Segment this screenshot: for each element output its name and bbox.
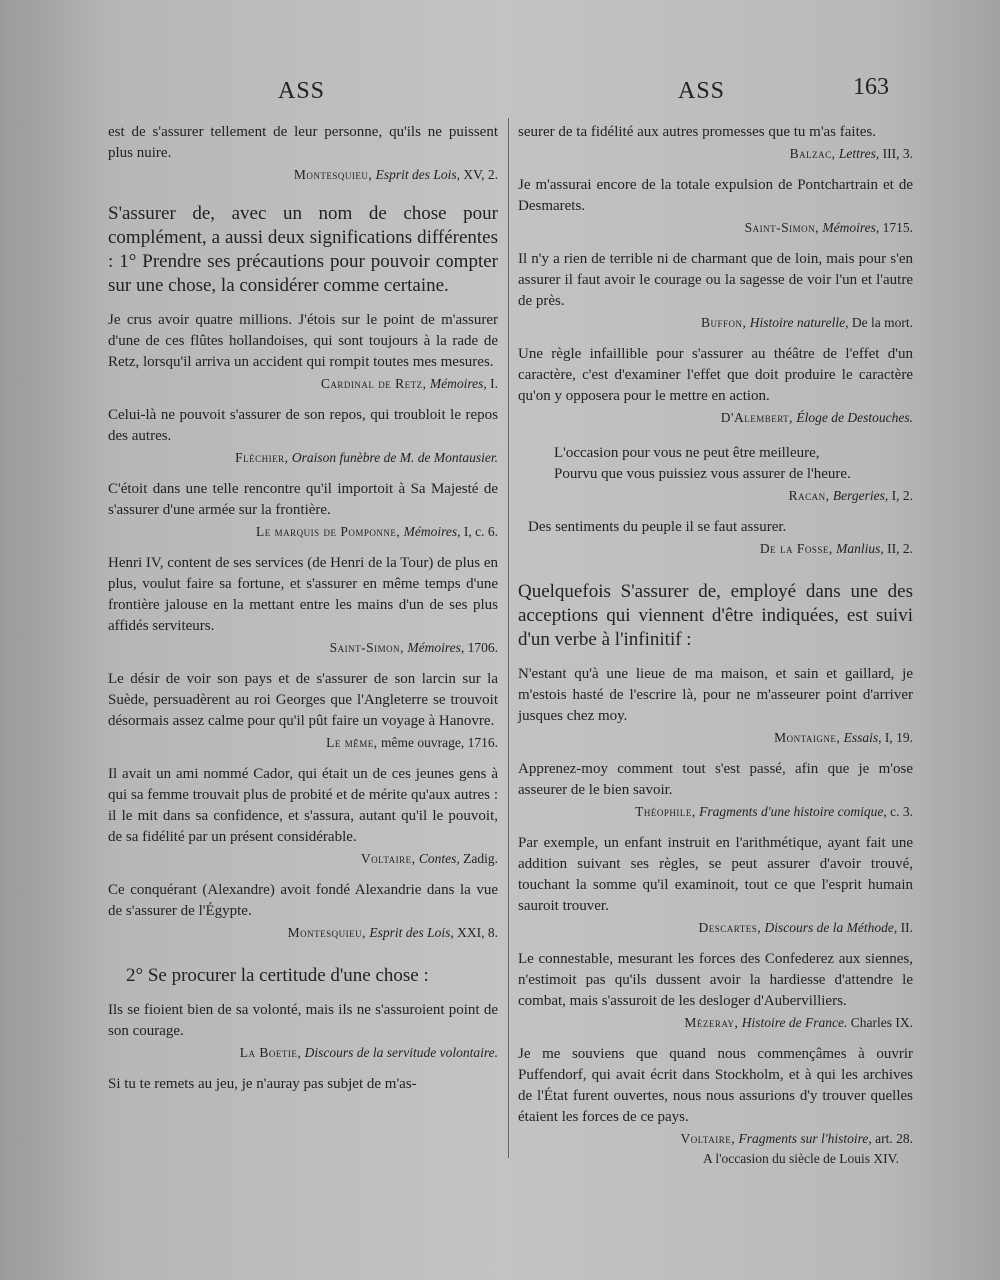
quotation: Je m'assurai encore de la totale expulsion de Pontchartrain et de Desmarets. (518, 177, 913, 214)
quotation: Apprenez-moy comment tout s'est passé, afin que je m'ose asseurer de le bien savoir. (518, 761, 913, 798)
quotation: Le désir de voir son pays et de s'assurer de son larcin sur la Suède, persuadèrent au roi Georges que l'Angleterre se trouvoit désormais assez calme pour qu'il pût faire un voyage à Hanovre. (108, 671, 498, 729)
quotation: N'estant qu'à une lieue de ma maison, et sain et gaillard, je m'estois hasté de l'escrire là, pour ne m'asseurer point d'arriver jusques chez moy. (518, 666, 913, 724)
column-divider (508, 118, 509, 1158)
running-head-left: ASS (278, 78, 326, 104)
quotation: Ce conquérant (Alexandre) avoit fondé Alexandrie dans la vue de s'assurer de l'Égypte. (108, 882, 498, 919)
quotation: Je me souviens que quand nous commençâmes à ouvrir Puffendorf, qui avait écrit dans Stockholm, et à qui les archives de l'État furent ouvertes, nous nous assurions d'y trouver quelles étaient les forces de ce pays. (518, 1046, 913, 1125)
quotation: Celui-là ne pouvoit s'assurer de son repos, qui troubloit le repos des autres. (108, 407, 498, 444)
citation: Saint-Simon, Mémoires, 1715. (744, 220, 913, 235)
verse-line: L'occasion pour vous ne peut être meilleure, (554, 445, 820, 461)
citation: Voltaire, Fragments sur l'histoire, art. 28. (680, 1131, 913, 1146)
quotation: Je crus avoir quatre millions. J'étois sur le point de m'assurer d'une de ces flûtes hollandoises, qui sont toujours à la rade de Retz, lorsqu'il arriva un accident qui rompit toutes mes mesures. (108, 312, 498, 370)
quotation: Le connestable, mesurant les forces des Confederez aux siennes, n'estimoit pas qu'ils dussent avoir la hardiesse d'attendre le combat, mais s'assuroit de les desloger d'Aubervilliers. (518, 951, 913, 1009)
citation: Montesquieu, Esprit des Lois, XXI, 8. (287, 925, 498, 940)
citation: Le marquis de Pomponne, Mémoires, I, c. 6. (255, 524, 498, 539)
definition-heading: Quelquefois S'assurer de, employé dans une des acceptions qui viennent d'être indiquées, est suivi d'un verbe à l'infinitif : (518, 581, 913, 650)
quotation: Ils se fioient bien de sa volonté, mais ils ne s'assuroient point de son courage. (108, 1002, 498, 1039)
citation: Voltaire, Contes, Zadig. (360, 851, 498, 866)
citation: Cardinal de Retz, Mémoires, I. (320, 376, 498, 391)
citation: Théophile, Fragments d'une histoire comique, c. 3. (635, 804, 913, 819)
quotation: C'étoit dans une telle rencontre qu'il importoit à Sa Majesté de s'assurer d'une armée sur la frontière. (108, 481, 498, 518)
quotation: Par exemple, un enfant instruit en l'arithmétique, ayant fait une addition suivant ses règles, se peut assurer d'avoir trouvé, touchant la somme qu'il examinoit, tout ce que l'esprit humain sauroit trouver. (518, 835, 913, 914)
citation: Descartes, Discours de la Méthode, II. (698, 920, 913, 935)
citation-note: A l'occasion du siècle de Louis XIV. (702, 1151, 899, 1166)
left-column (108, 120, 498, 1095)
verse-line: Pourvu que vous puissiez vous assurer de l'heure. (554, 466, 851, 482)
citation: Mézeray, Histoire de France. Charles IX. (684, 1015, 913, 1030)
citation: Saint-Simon, Mémoires, 1706. (329, 640, 498, 655)
quotation: Henri IV, content de ses services (de Henri de la Tour) de plus en plus, voulut faire sa fortune, et s'assurer en même temps d'une frontière jalouse en la mettant entre les mains d'un de ses plus affidés serviteurs. (108, 555, 498, 634)
quotation: est de s'assurer tellement de leur personne, qu'ils ne puissent plus nuire. (108, 124, 498, 161)
quotation: Il n'y a rien de terrible ni de charmant que de loin, mais pour s'en assurer il faut avoir le courage ou la sagesse de voir l'un et l'autre de près. (518, 251, 913, 309)
definition-heading: 2° Se procurer la certitude d'une chose : (126, 965, 429, 986)
citation: Montaigne, Essais, I, 19. (774, 730, 913, 745)
citation: Racan, Bergeries, I, 2. (788, 488, 913, 503)
citation: La Boetie, Discours de la servitude volontaire. (239, 1045, 498, 1060)
citation: Buffon, Histoire naturelle, De la mort. (701, 315, 913, 330)
definition-heading: S'assurer de, avec un nom de chose pour complément, a aussi deux significations différentes : 1° Prendre ses précautions pour pouvoir compter sur une chose, la considérer comme certaine. (108, 203, 498, 296)
quotation: Si tu te remets au jeu, je n'auray pas subjet de m'as- (108, 1076, 417, 1092)
right-column (518, 120, 913, 1168)
page-number: 163 (853, 74, 889, 100)
quotation: Une règle infaillible pour s'assurer au théâtre de l'effet d'un caractère, c'est d'examiner l'effet que doit produire le caractère qu'on y opposera pour le mettre en action. (518, 346, 913, 404)
citation: D'Alembert, Éloge de Destouches. (720, 410, 913, 425)
citation: De la Fosse, Manlius, II, 2. (759, 541, 913, 556)
citation: Montesquieu, Esprit des Lois, XV, 2. (293, 167, 498, 182)
verse-line: Des sentiments du peuple il se faut assurer. (528, 519, 787, 535)
running-head-right: ASS (678, 78, 726, 104)
citation: Fléchier, Oraison funèbre de M. de Montausier. (235, 450, 498, 465)
citation: Le même, même ouvrage, 1716. (326, 735, 498, 750)
citation: Balzac, Lettres, III, 3. (789, 146, 913, 161)
quotation: seurer de ta fidélité aux autres promesses que tu m'as faites. (518, 124, 876, 140)
quotation: Il avait un ami nommé Cador, qui était un de ces jeunes gens à qui sa femme trouvait plus de probité et de mérite qu'aux autres : il le mit dans sa confidence, et s'assura, autant qu'il le pouvoit, de sa fidélité par un présent considérable. (108, 766, 498, 845)
